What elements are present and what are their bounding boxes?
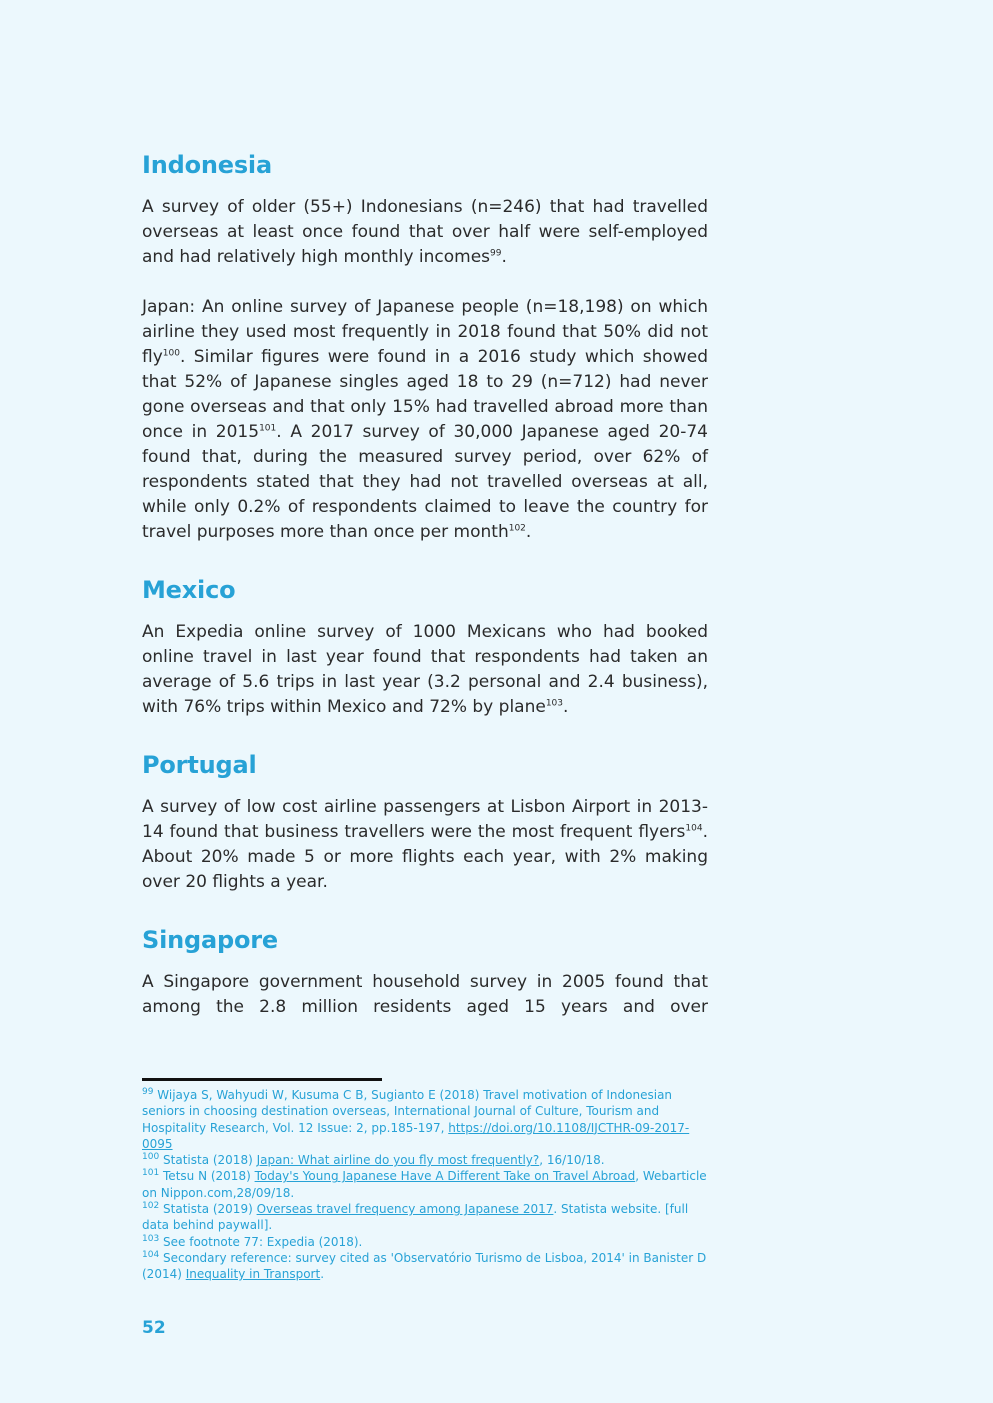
footnote-text: . [320, 1267, 325, 1282]
heading-singapore: Singapore [142, 926, 278, 954]
footnote-99 [142, 1087, 717, 1152]
footnote-number: 104 [142, 1249, 160, 1260]
paragraph-text: A survey of older (55+) Indonesians (n=246) that had travelled overseas at least once found that over half were self-employed and had relatively high monthly incomes [142, 197, 708, 267]
footnote-link-101[interactable]: Today's Young Japanese Have A Different Take on Travel Abroad [254, 1169, 636, 1184]
paragraph-mexico [142, 620, 708, 720]
paragraph-tail: . About 20% made 5 or more flights each year, with 2% making over 20 flights a year. [142, 822, 708, 892]
footnote-text: See footnote 77: Expedia (2018). [163, 1234, 363, 1249]
footnote-ref-101[interactable]: 101 [259, 423, 277, 434]
footnote-link-99[interactable]: https://doi.org/10.1108/IJCTHR-09-2017-0095 [142, 1120, 690, 1151]
footnote-divider [142, 1078, 382, 1081]
paragraph-indonesia [142, 195, 708, 270]
paragraph-text: A survey of low cost airline passengers at Lisbon Airport in 2013-14 found that business travellers were the most frequent flyers [142, 797, 708, 842]
paragraph-tail: . [501, 247, 507, 267]
footnote-ref-103[interactable]: 103 [545, 698, 564, 709]
footnote-104 [142, 1250, 717, 1283]
footnote-number: 103 [142, 1233, 160, 1244]
paragraph-tail: . [563, 697, 569, 717]
footnote-text: , 16/10/18. [539, 1153, 605, 1168]
paragraph-japan [142, 295, 708, 545]
footnote-ref-102[interactable]: 102 [508, 523, 526, 534]
paragraph-text: Japan: An online survey of Japanese people (n=18,198) on which airline they used most frequently in 2018 found that 50% did not fly [142, 297, 708, 367]
paragraph-singapore [142, 970, 708, 1020]
paragraph-text: . A 2017 survey of 30,000 Japanese aged 20-74 found that, during the measured survey period, over 62% of respondents stated that they had not travelled overseas at all, while only 0.2% of respondents claimed to leave the country for travel purposes more than once per month [142, 422, 708, 542]
paragraph-text: . Similar figures were found in a 2016 study which showed that 52% of Japanese singles aged 18 to 29 (n=712) had never gone overseas and that only 15% had travelled abroad more than once in 2015 [142, 347, 708, 442]
page-number: 52 [142, 1318, 166, 1338]
footnote-text: Statista (2019) [163, 1202, 257, 1217]
footnote-text: , Webarticle on Nippon.com,28/09/18. [142, 1169, 707, 1200]
footnote-number: 102 [142, 1201, 160, 1212]
footnote-ref-104[interactable]: 104 [685, 823, 703, 834]
paragraph-tail: . [525, 522, 532, 542]
footnote-text: Secondary reference: survey cited as 'Observatório Turismo de Lisboa, 2014' in Banister D (2014) [142, 1250, 707, 1282]
footnote-text: Statista (2018) [163, 1153, 257, 1168]
heading-portugal: Portugal [142, 751, 257, 779]
footnote-number: 100 [142, 1152, 160, 1163]
paragraph-portugal [142, 795, 708, 895]
footnote-text: . Statista website. [full data behind paywall]. [142, 1202, 689, 1233]
footnote-101 [142, 1168, 717, 1201]
footnote-100 [142, 1152, 717, 1168]
heading-indonesia: Indonesia [142, 151, 272, 179]
heading-mexico: Mexico [142, 576, 236, 604]
paragraph-text: An Expedia online survey of 1000 Mexicans who had booked online travel in last year found that respondents had taken an average of 5.6 trips in last year (3.2 personal and 2.4 business), with 76% trips within Mexico and 72% by plane [142, 622, 708, 717]
footnotes [142, 1087, 717, 1283]
main-content [142, 150, 708, 1020]
footnote-link-100[interactable]: Japan: What airline do you fly most frequently? [256, 1153, 540, 1168]
footnote-text: Wijaya S, Wahyudi W, Kusuma C B, Sugianto E (2018) Travel motivation of Indonesian seniors in choosing destination overseas, International Journal of Culture, Tourism and Hospitality Research, Vol. 12 Issue: 2, pp.185-197, [142, 1088, 673, 1135]
footnote-number: 101 [142, 1168, 160, 1179]
footnote-link-102[interactable]: Overseas travel frequency among Japanese 2017 [256, 1202, 554, 1217]
footnote-103 [142, 1234, 717, 1250]
footnote-102 [142, 1201, 717, 1234]
footnote-ref-100[interactable]: 100 [162, 348, 180, 359]
footnote-text: Tetsu N (2018) [163, 1169, 255, 1184]
paragraph-text: A Singapore government household survey in 2005 found that among the 2.8 million residents aged 15 years and over [142, 972, 708, 1017]
footnote-ref-99[interactable]: 99 [490, 248, 502, 259]
footnote-link-104[interactable]: Inequality in Transport [185, 1267, 321, 1282]
footnote-number: 99 [142, 1087, 154, 1097]
